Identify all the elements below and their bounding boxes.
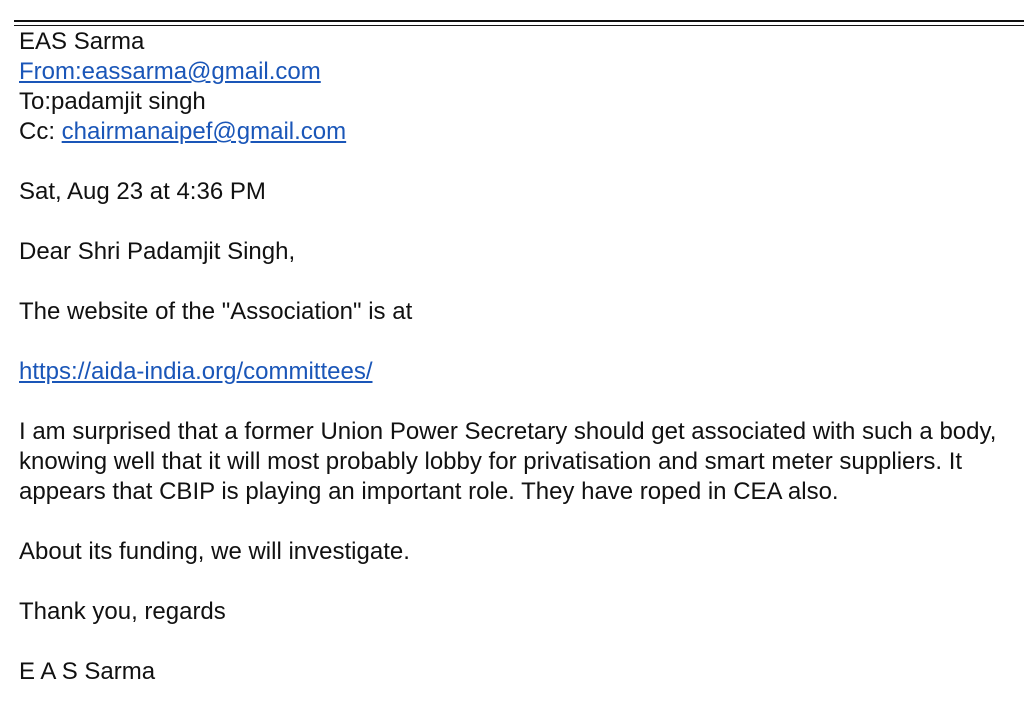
- header-rule-thin: [14, 25, 1024, 26]
- greeting: Dear Shri Padamjit Singh,: [19, 238, 296, 265]
- header-rule-thick: [14, 20, 1024, 22]
- funding-text: About its funding, we will investigate.: [19, 538, 410, 565]
- closing: Thank you, regards: [19, 598, 226, 625]
- from-link[interactable]: From:eassarma@gmail.com: [19, 58, 321, 85]
- website-intro: The website of the "Association" is at: [19, 298, 413, 325]
- to-field: To:padamjit singh: [19, 88, 206, 115]
- cc-address-link[interactable]: chairmanaipef@gmail.com: [61, 118, 347, 145]
- main-paragraph: I am surprised that a former Union Power Secretary should get associated with such a body, knowing well that it will most probably lobby for privatisation and smart meter suppliers. It appears that CBIP is playing an important role. They have roped in CEA also.: [19, 418, 997, 505]
- cc-field: [19, 117, 1020, 147]
- website-link[interactable]: https://aida-india.org/committees/: [19, 358, 373, 385]
- signature: E A S Sarma: [19, 658, 156, 685]
- email-date: Sat, Aug 23 at 4:36 PM: [19, 178, 266, 205]
- email-content: [19, 27, 1020, 687]
- cc-label: Cc:: [19, 118, 62, 145]
- sender-name: EAS Sarma: [19, 28, 145, 55]
